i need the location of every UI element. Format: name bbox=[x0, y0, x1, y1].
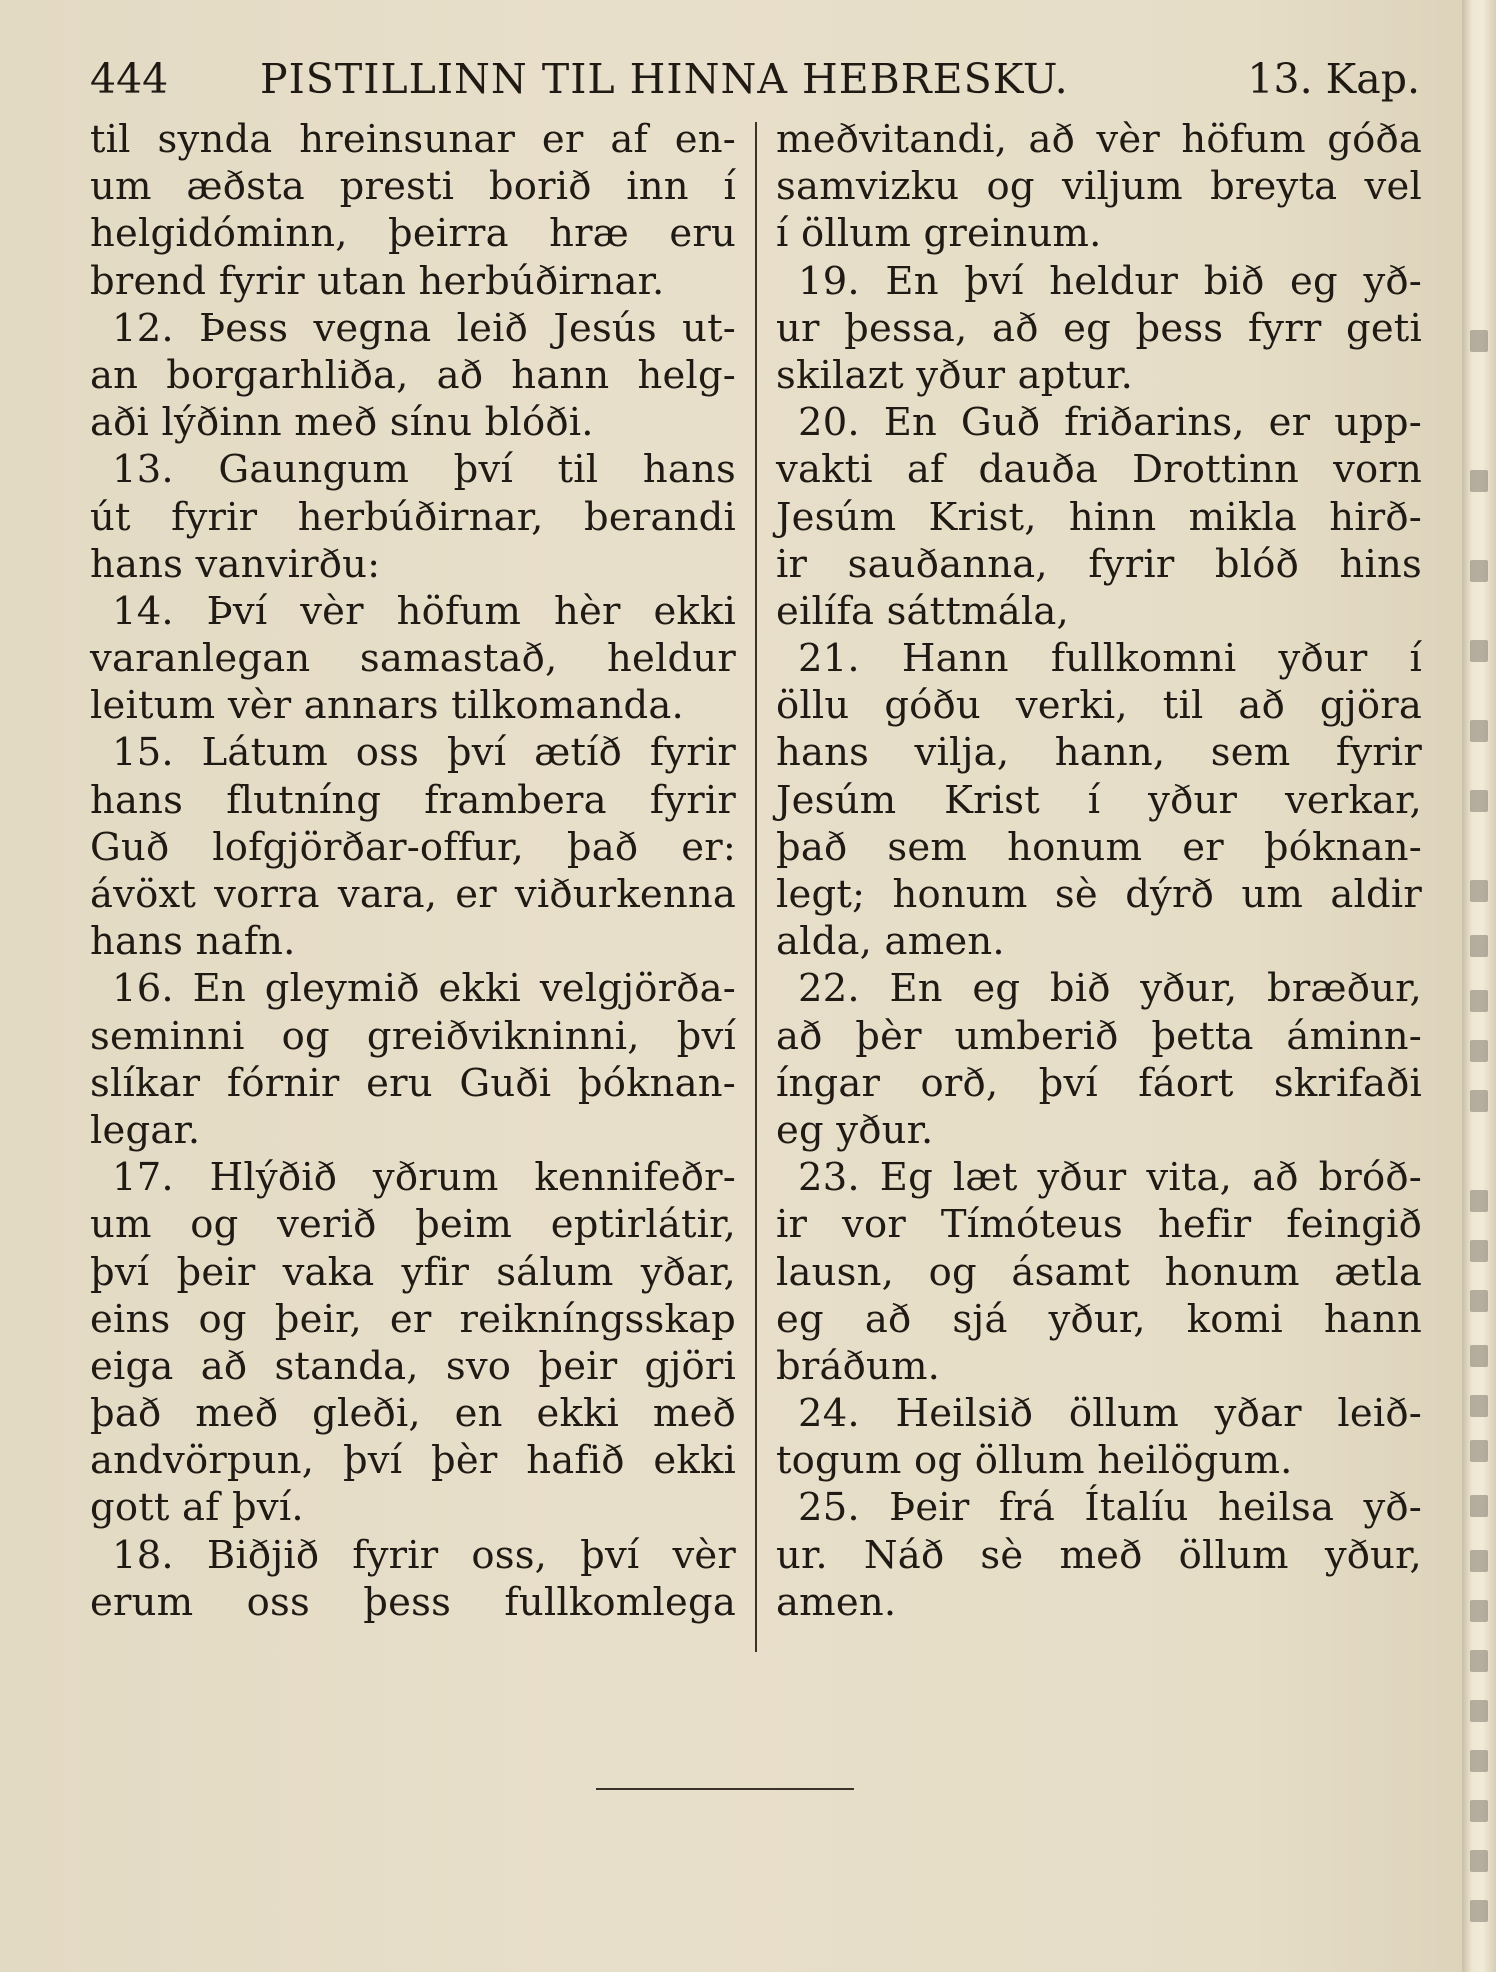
text-line: alda, amen. bbox=[776, 919, 1005, 965]
text-line: hans nafn. bbox=[90, 919, 296, 965]
text-line: eilífa sáttmála, bbox=[776, 588, 1069, 634]
text-line: 16. En gleymið ekki velgjörða- bbox=[112, 966, 736, 1012]
text-line: það með gleði, en ekki með bbox=[90, 1391, 736, 1437]
text-line: ávöxt vorra vara, er viðurkenna bbox=[90, 872, 736, 917]
text-line: ir vor Tímóteus hefir feingið bbox=[776, 1202, 1422, 1248]
text-line: lausn, og ásamt honum ætla bbox=[776, 1249, 1422, 1295]
text-line: 18. Biðjið fyrir oss, því vèr bbox=[112, 1532, 736, 1578]
text-line: skilazt yður aptur. bbox=[776, 352, 1134, 398]
text-line: í öllum greinum. bbox=[776, 211, 1102, 257]
text-line: til synda hreinsunar er af en- bbox=[90, 117, 736, 162]
text-line: ir sauðanna, fyrir blóð hins bbox=[776, 541, 1422, 587]
text-line: helgidóminn, þeirra hræ eru bbox=[90, 211, 736, 257]
text-line: íngar orð, því fáort skrifaði bbox=[776, 1060, 1422, 1106]
text-line: hans flutníng frambera fyrir bbox=[90, 777, 736, 823]
text-line: hans vanvirðu: bbox=[90, 541, 381, 587]
text-line: eins og þeir, er reikníngsskap bbox=[90, 1296, 736, 1342]
text-line: amen. bbox=[776, 1579, 897, 1625]
text-line: Guð lofgjörðar-offur, það er: bbox=[90, 824, 736, 870]
chapter-label: 13. Kap. bbox=[1247, 55, 1420, 103]
text-line: leitum vèr annars tilkomanda. bbox=[90, 683, 684, 729]
text-line: seminni og greiðvikninni, því bbox=[90, 1013, 736, 1059]
text-line: 23. Eg læt yður vita, að bróð- bbox=[798, 1155, 1422, 1201]
text-line: ur. Náð sè með öllum yður, bbox=[776, 1532, 1422, 1578]
text-line: meðvitandi, að vèr höfum góða bbox=[776, 117, 1422, 162]
text-line: togum og öllum heilögum. bbox=[776, 1438, 1293, 1484]
text-line: 17. Hlýðið yðrum kennifeðr- bbox=[112, 1155, 736, 1201]
text-line: eg yður. bbox=[776, 1107, 934, 1153]
text-line: ur þessa, að eg þess fyrr geti bbox=[776, 305, 1422, 351]
text-line: slíkar fórnir eru Guði þóknan- bbox=[90, 1060, 736, 1106]
text-line: andvörpun, því þèr hafið ekki bbox=[90, 1438, 736, 1484]
text-line: Jesúm Krist í yður verkar, bbox=[776, 777, 1422, 823]
text-line: það sem honum er þóknan- bbox=[776, 824, 1422, 870]
text-line: út fyrir herbúðirnar, berandi bbox=[90, 494, 736, 540]
text-line: hans vilja, hann, sem fyrir bbox=[776, 730, 1422, 776]
text-line: legar. bbox=[90, 1107, 201, 1153]
text-line: 14. Því vèr höfum hèr ekki bbox=[112, 588, 736, 634]
adjacent-page-edge bbox=[1462, 0, 1496, 1972]
text-line: samvizku og viljum breyta vel bbox=[776, 164, 1422, 210]
text-line: legt; honum sè dýrð um aldir bbox=[776, 872, 1422, 917]
text-line: um og verið þeim eptirlátir, bbox=[90, 1202, 736, 1248]
text-line: 19. En því heldur bið eg yð- bbox=[798, 258, 1422, 304]
text-line: vakti af dauða Drottinn vorn bbox=[776, 447, 1422, 493]
right-text-column bbox=[776, 116, 1422, 1626]
text-line: 21. Hann fullkomni yður í bbox=[798, 636, 1422, 682]
text-line: að þèr umberið þetta áminn- bbox=[776, 1013, 1422, 1059]
text-line: erum oss þess fullkomlega bbox=[90, 1579, 736, 1625]
text-line: 13. Gaungum því til hans bbox=[112, 447, 736, 493]
text-line: brend fyrir utan herbúðirnar. bbox=[90, 258, 665, 304]
end-rule bbox=[596, 1788, 854, 1790]
text-line: því þeir vaka yfir sálum yðar, bbox=[90, 1249, 736, 1295]
text-line: Jesúm Krist, hinn mikla hirð- bbox=[776, 494, 1422, 540]
text-line: 12. Þess vegna leið Jesús ut- bbox=[112, 305, 736, 351]
text-line: 22. En eg bið yður, bræður, bbox=[798, 966, 1422, 1012]
text-line: 24. Heilsið öllum yðar leið- bbox=[798, 1391, 1422, 1437]
left-text-column bbox=[90, 116, 736, 1626]
page-title: PISTILLINN TIL HINNA HEBRESKU. bbox=[260, 55, 1069, 103]
text-line: öllu góðu verki, til að gjöra bbox=[776, 683, 1422, 729]
text-line: varanlegan samastað, heldur bbox=[90, 636, 736, 682]
text-line: 15. Látum oss því ætíð fyrir bbox=[112, 730, 736, 776]
text-line: bráðum. bbox=[776, 1343, 941, 1389]
text-line: um æðsta presti borið inn í bbox=[90, 164, 736, 210]
running-header bbox=[90, 52, 1420, 106]
text-line: aði lýðinn með sínu blóði. bbox=[90, 400, 594, 446]
text-line: an borgarhliða, að hann helg- bbox=[90, 352, 736, 398]
column-divider bbox=[755, 122, 757, 1652]
text-line: gott af því. bbox=[90, 1485, 304, 1531]
text-line: eg að sjá yður, komi hann bbox=[776, 1296, 1422, 1342]
text-line: 20. En Guð friðarins, er upp- bbox=[798, 400, 1422, 446]
text-line: eiga að standa, svo þeir gjöri bbox=[90, 1343, 736, 1389]
page-number: 444 bbox=[90, 55, 169, 103]
text-line: 25. Þeir frá Ítalíu heilsa yð- bbox=[798, 1485, 1422, 1531]
